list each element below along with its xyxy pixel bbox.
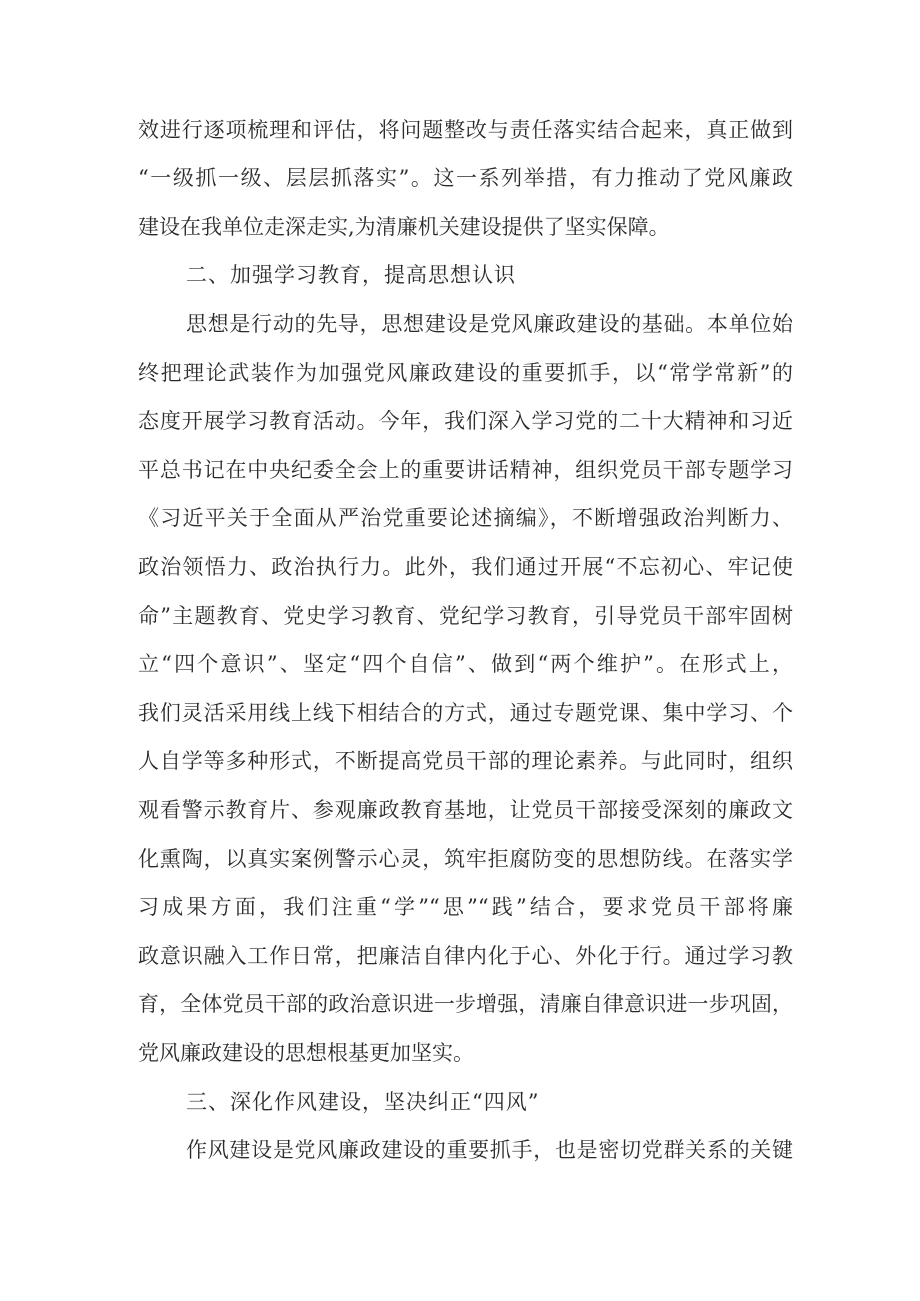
paragraph-line: 化熏陶，以真实案例警示心灵，筑牢拒腐防变的思想防线。在落实学 bbox=[138, 847, 793, 871]
paragraph-line: 观看警示教育片、参观廉政教育基地，让党员干部接受深刻的廉政文 bbox=[138, 798, 793, 822]
paragraph-line-end: 建设在我单位走深走实,为清廉机关建设提供了坚实保障。 bbox=[138, 215, 670, 239]
paragraph-line: 终把理论武装作为加强党风廉政建设的重要抓手，以“常学常新”的 bbox=[138, 361, 793, 385]
paragraph-line-first: 思想是行动的先导，思想建设是党风廉政建设的基础。本单位始 bbox=[186, 312, 793, 336]
paragraph-line: 育，全体党员干部的政治意识进一步增强，清廉自律意识进一步巩固， bbox=[138, 992, 793, 1016]
paragraph-line: “一级抓一级、层层抓落实”。这一系列举措，有力推动了党风廉政 bbox=[138, 166, 793, 190]
paragraph-line: 态度开展学习教育活动。今年，我们深入学习党的二十大精神和习近 bbox=[138, 409, 793, 433]
paragraph-line: 人自学等多种形式，不断提高党员干部的理论素养。与此同时，组织 bbox=[138, 749, 793, 773]
paragraph-line: 我们灵活采用线上线下相结合的方式，通过专题党课、集中学习、个 bbox=[138, 701, 793, 725]
section-heading-2: 二、加强学习教育，提高思想认识 bbox=[186, 263, 516, 287]
paragraph-line-first: 作风建设是党风廉政建设的重要抓手，也是密切党群关系的关键 bbox=[186, 1138, 793, 1162]
paragraph-line: 习成果方面，我们注重“学”“思”“践”结合，要求党员干部将廉 bbox=[138, 895, 793, 919]
paragraph-line: 政治领悟力、政治执行力。此外，我们通过开展“不忘初心、牢记使 bbox=[138, 555, 793, 579]
paragraph-line: 效进行逐项梳理和评估，将问题整改与责任落实结合起来，真正做到 bbox=[138, 118, 793, 142]
paragraph-line: 命”主题教育、党史学习教育、党纪学习教育，引导党员干部牢固树 bbox=[138, 604, 793, 628]
paragraph-line: 政意识融入工作日常，把廉洁自律内化于心、外化于行。通过学习教 bbox=[138, 944, 793, 968]
paragraph-line: 立“四个意识”、坚定“四个自信”、做到“两个维护”。在形式上， bbox=[138, 652, 793, 676]
paragraph-line: 平总书记在中央纪委全会上的重要讲话精神，组织党员干部专题学习 bbox=[138, 458, 793, 482]
paragraph-line: 《习近平关于全面从严治党重要论述摘编》，不断增强政治判断力、 bbox=[138, 506, 793, 530]
section-heading-3: 三、深化作风建设，坚决纠正“四风” bbox=[186, 1090, 540, 1114]
paragraph-line-end: 党风廉政建设的思想根基更加坚实。 bbox=[138, 1041, 474, 1065]
